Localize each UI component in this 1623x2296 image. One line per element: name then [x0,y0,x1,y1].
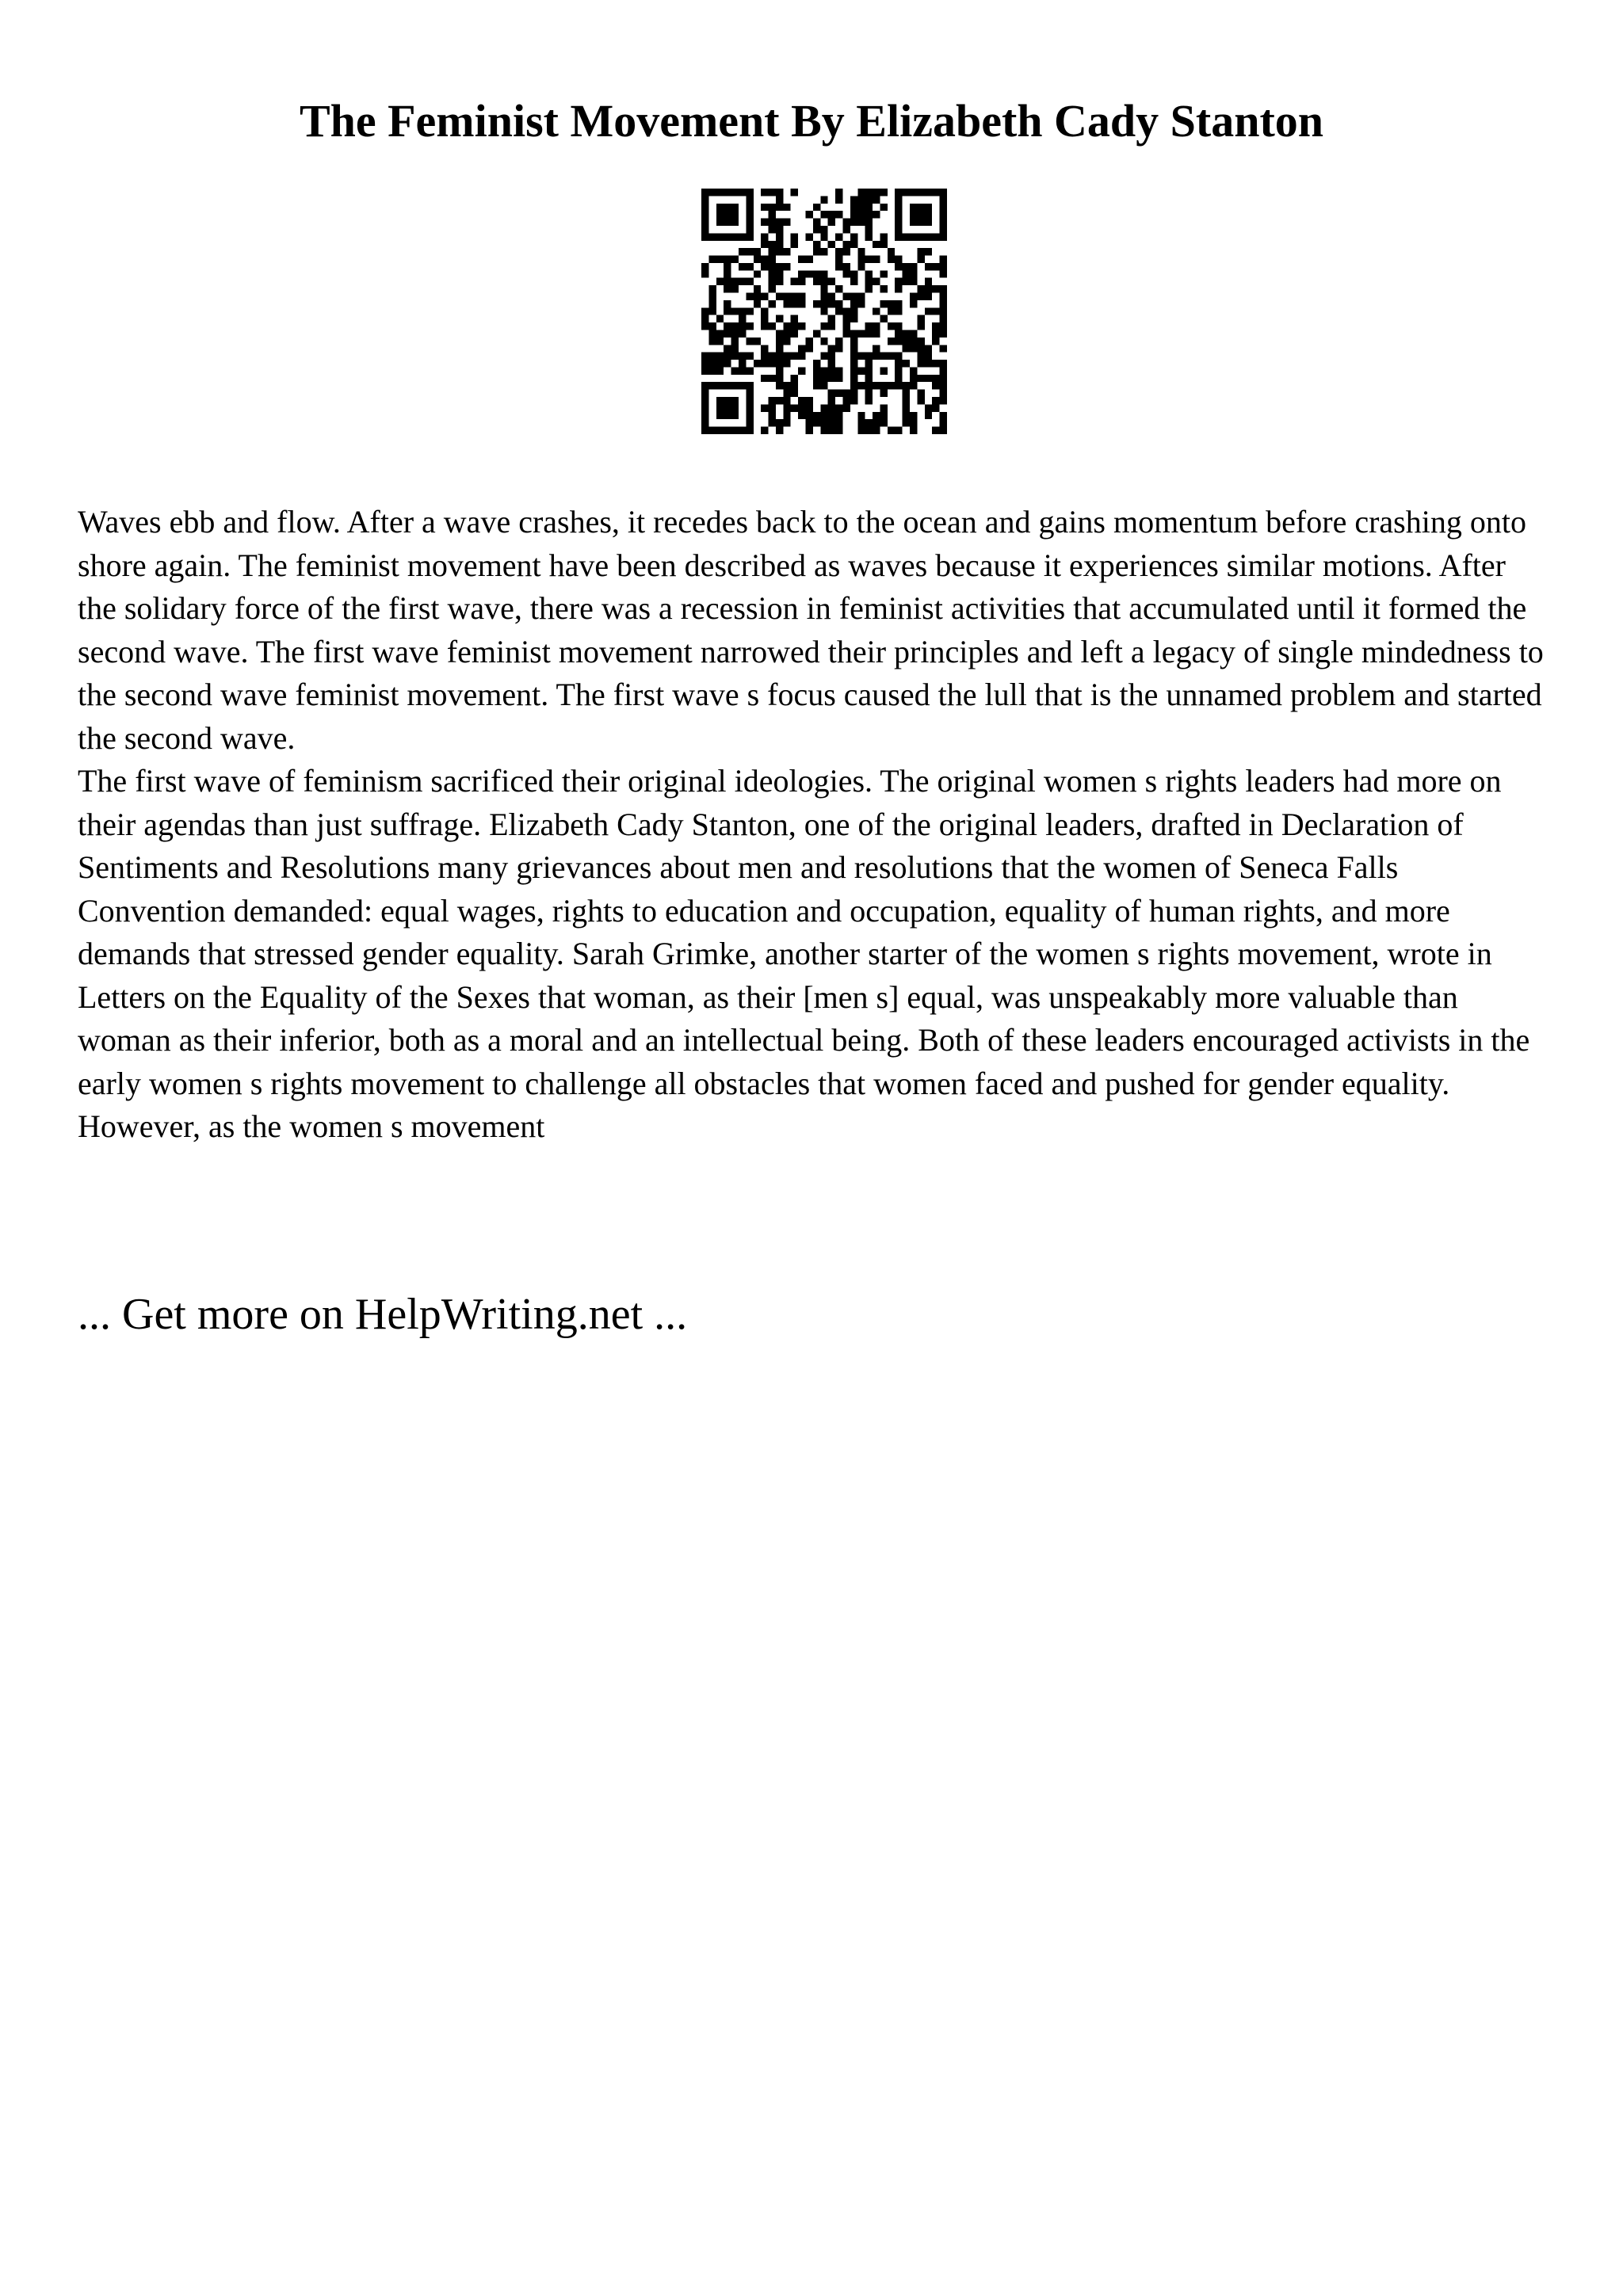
qr-code-icon [701,189,947,434]
paragraph: Waves ebb and flow. After a wave crashes, it recedes back to the ocean and gains momentum before crashing onto shore again. The feminist movement have been described as waves because it experiences similar motions. After the solidary force of the first wave, there was a recession in feminist activities that accumulated until it formed the second wave. The first wave feminist movement narrowed their principles and left a legacy of single mindedness to the second wave feminist movement. The first wave s focus caused the lull that is the unnamed problem and started the second wave. [78,504,1544,756]
document-title: The Feminist Movement By Elizabeth Cady Stanton [299,95,1324,147]
paragraph: The first wave of feminism sacrificed their original ideologies. The original women s rights leaders had more on their agendas than just suffrage. Elizabeth Cady Stanton, one of the original leaders, drafted in Declaration of Sentiments and Resolutions many grievances about men and resolutions that the women of Seneca Falls Convention demanded: equal wages, rights to education and occupation, equality of human rights, and more demands that stressed gender equality. Sarah Grimke, another starter of the women s rights movement, wrote in Letters on the Equality of the Sexes that woman, as their [men s] equal, was unspeakably more valuable than woman as their inferior, both as a moral and an intellectual being. Both of these leaders encouraged activists in the early women s rights movement to challenge all obstacles that women faced and pushed for gender equality. However, as the women s movement [78,763,1530,1144]
get-more-link[interactable]: ... Get more on HelpWriting.net ... [78,1290,688,1339]
article-body [78,501,1552,1149]
